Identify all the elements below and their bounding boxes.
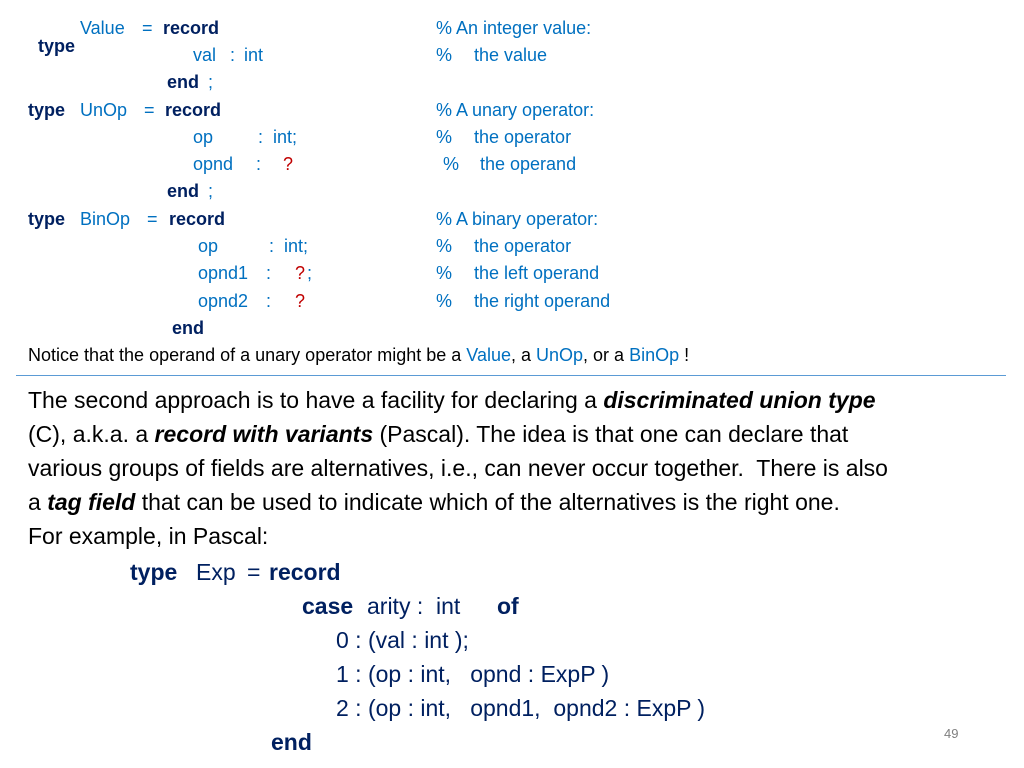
unknown-type-marker: ? xyxy=(295,263,306,283)
case-tag-arity: arity : int xyxy=(367,593,461,619)
notice-part: , a xyxy=(510,345,536,365)
keyword-end: end xyxy=(172,318,205,338)
paragraph-line-3: various groups of fields are alternatives, i.e., can never occur together. There is also xyxy=(28,455,888,481)
type-int: int xyxy=(244,45,264,65)
comment-binop: % A binary operator: xyxy=(436,209,599,229)
term-record-with-variants: record with variants xyxy=(154,421,374,447)
equals-sign: = xyxy=(144,100,155,120)
keyword-type: type xyxy=(28,209,66,229)
divider-line xyxy=(16,375,1006,376)
comment-percent: % xyxy=(436,291,453,311)
notice-part: ! xyxy=(679,345,690,365)
notice-binop-link: BinOp xyxy=(629,345,680,365)
keyword-of: of xyxy=(497,593,519,619)
keyword-end: end xyxy=(167,72,200,92)
paragraph-text: (Pascal). The idea is that one can declare that xyxy=(373,421,849,447)
type-name-exp: Exp xyxy=(196,559,236,585)
paragraph-text: that can be used to indicate which of the alternatives is the right one. xyxy=(135,489,840,515)
variant-0: 0 : (val : int ); xyxy=(336,627,469,653)
comment-operand: the operand xyxy=(480,154,577,174)
notice-unop-link: UnOp xyxy=(536,345,584,365)
comment-percent: % xyxy=(436,45,453,65)
colon: : xyxy=(266,263,272,283)
equals-sign: = xyxy=(247,559,261,585)
paragraph-line-2 xyxy=(28,423,848,446)
unknown-type-marker: ? xyxy=(283,154,294,174)
field-opnd1: opnd1 xyxy=(198,263,249,283)
comment-operator: the operator xyxy=(474,236,572,256)
term-discriminated-union-type: discriminated union type xyxy=(603,387,876,413)
keyword-end: end xyxy=(167,181,200,201)
variant-1: 1 : (op : int, opnd : ExpP ) xyxy=(336,661,610,687)
field-opnd2: opnd2 xyxy=(198,291,249,311)
notice-text xyxy=(28,346,689,364)
paragraph-line-1 xyxy=(28,389,876,412)
keyword-record: record xyxy=(165,100,222,120)
paragraph-line-5: For example, in Pascal: xyxy=(28,523,269,549)
field-val: val xyxy=(193,45,217,65)
keyword-type: type xyxy=(28,100,66,120)
unknown-type-marker: ? xyxy=(295,291,306,311)
comment-the-value: the value xyxy=(474,45,548,65)
comment-value: % An integer value: xyxy=(436,18,592,38)
keyword-record: record xyxy=(169,209,226,229)
page-number: 49 xyxy=(944,726,959,741)
colon: : xyxy=(266,291,272,311)
keyword-record: record xyxy=(269,559,341,585)
comment-percent: % xyxy=(443,154,460,174)
type-int: int; xyxy=(273,127,298,147)
paragraph-text: The second approach is to have a facility for declaring a xyxy=(28,387,604,413)
notice-value-link: Value xyxy=(466,345,511,365)
comment-percent: % xyxy=(436,236,453,256)
keyword-case: case xyxy=(302,593,354,619)
colon: : xyxy=(256,154,262,174)
field-op: op xyxy=(193,127,214,147)
code-line-type-value xyxy=(28,19,75,55)
keyword-type: type xyxy=(38,36,76,56)
colon: : xyxy=(230,45,236,65)
paragraph-text: a xyxy=(28,489,48,515)
type-name-binop: BinOp xyxy=(80,209,131,229)
semicolon: ; xyxy=(203,72,214,92)
type-name-value: Value xyxy=(80,18,125,38)
notice-part: , or a xyxy=(583,345,630,365)
field-op: op xyxy=(198,236,219,256)
keyword-type: type xyxy=(130,559,178,585)
semicolon: ; xyxy=(203,181,214,201)
comment-unop: % A unary operator: xyxy=(436,100,595,120)
paragraph-text: (C), a.k.a. a xyxy=(28,421,155,447)
type-int: int; xyxy=(284,236,309,256)
comment-percent: % xyxy=(436,127,453,147)
term-tag-field: tag field xyxy=(47,489,136,515)
comment-left-operand: the left operand xyxy=(474,263,600,283)
comment-percent: % xyxy=(436,263,453,283)
keyword-record: record xyxy=(163,18,220,38)
notice-part: Notice that the operand of a unary operator might be a xyxy=(28,345,467,365)
comment-operator: the operator xyxy=(474,127,572,147)
variant-2: 2 : (op : int, opnd1, opnd2 : ExpP ) xyxy=(336,695,706,721)
colon: : xyxy=(269,236,275,256)
equals-sign: = xyxy=(147,209,158,229)
equals-sign: = xyxy=(142,18,153,38)
semicolon: ; xyxy=(307,263,313,283)
colon: : xyxy=(258,127,264,147)
keyword-end: end xyxy=(271,729,312,755)
field-opnd: opnd xyxy=(193,154,234,174)
type-name-unop: UnOp xyxy=(80,100,128,120)
paragraph-line-4 xyxy=(28,491,840,514)
comment-right-operand: the right operand xyxy=(474,291,611,311)
